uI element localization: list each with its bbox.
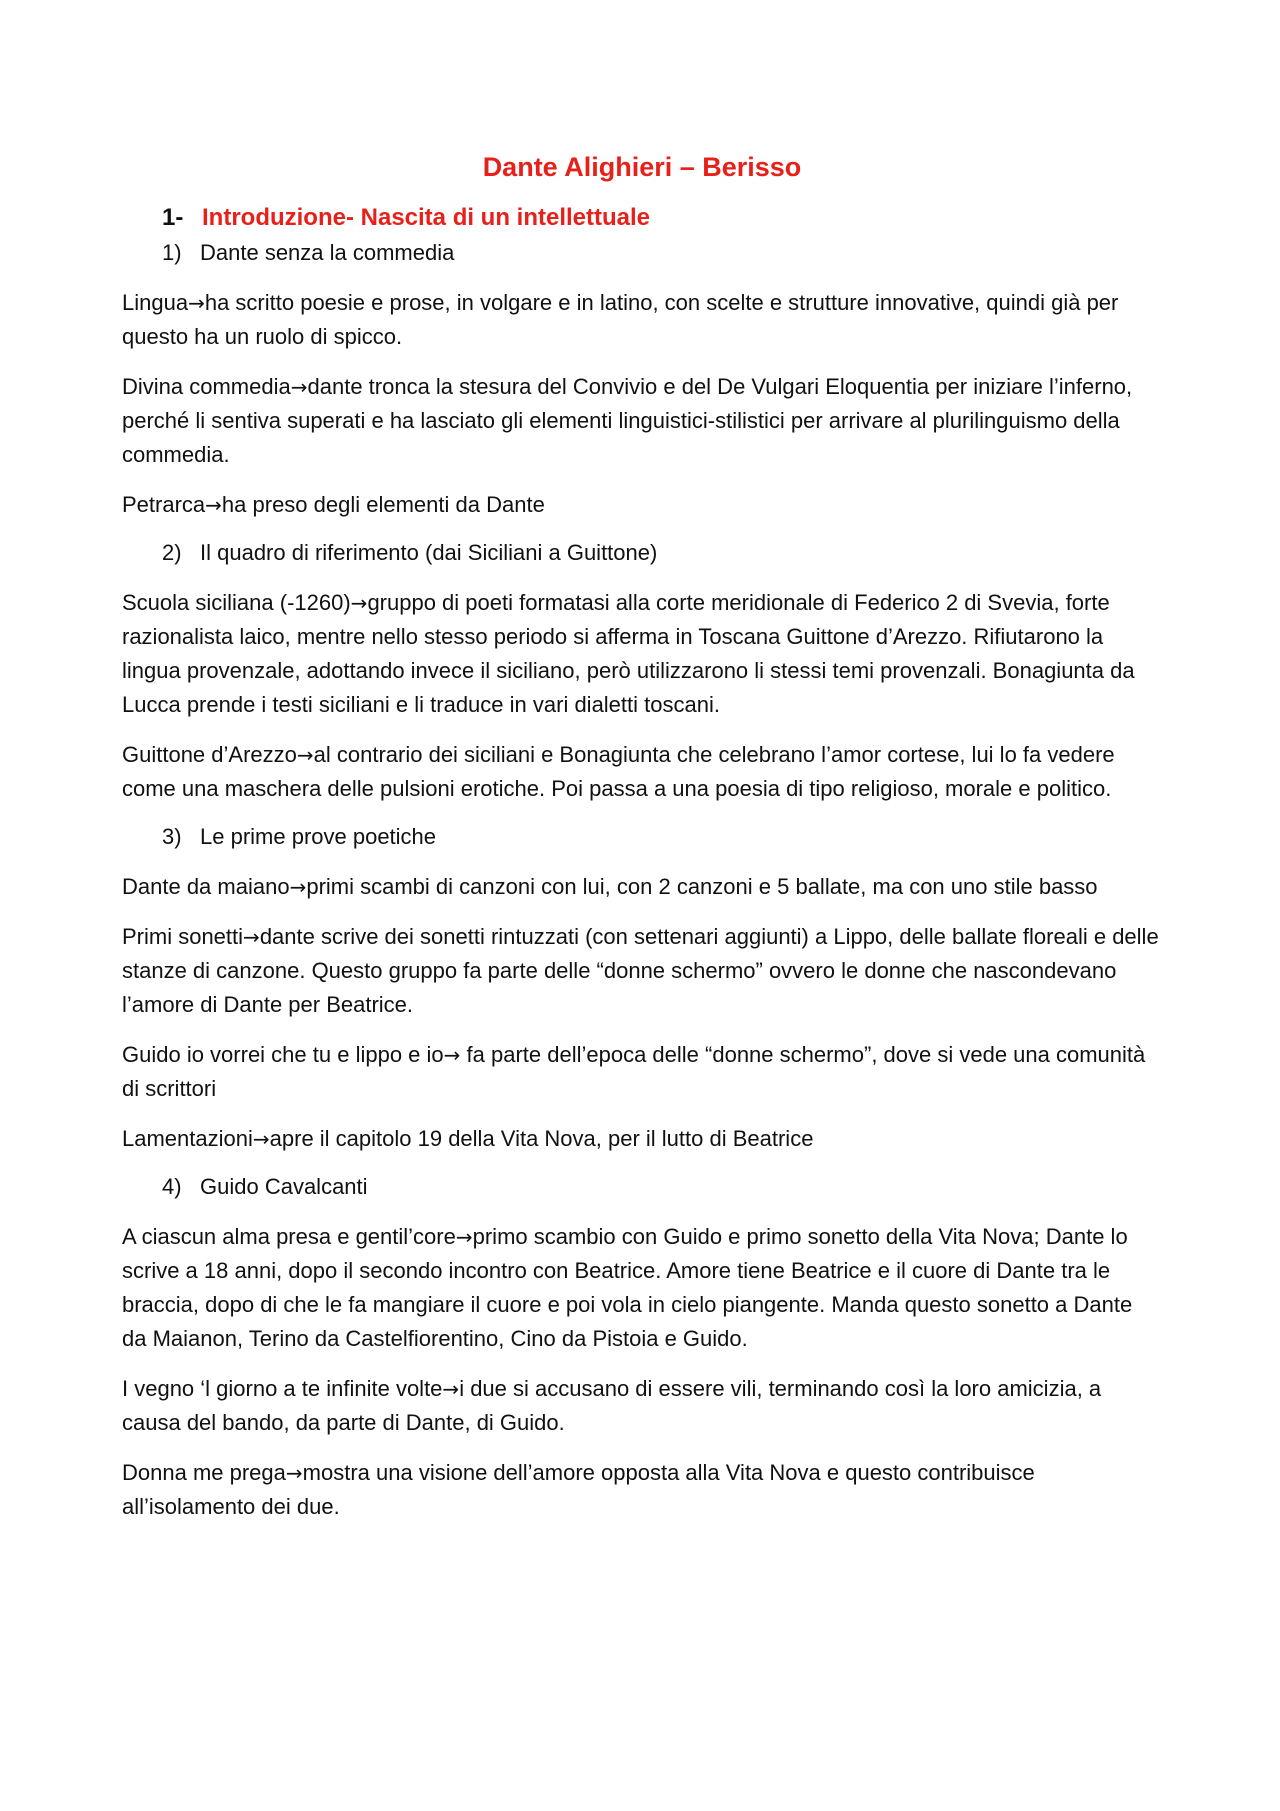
paragraph-term: Primi sonetti	[122, 924, 244, 949]
paragraph-term: Petrarca	[122, 492, 206, 517]
section-heading	[122, 238, 1162, 268]
paragraph	[122, 586, 1162, 722]
section-heading	[122, 538, 1162, 568]
paragraph-term: A ciascun alma presa e gentil’core	[122, 1224, 456, 1249]
paragraph-term: Guittone d’Arezzo	[122, 742, 297, 767]
paragraph-term: Scuola siciliana (-1260)	[122, 590, 351, 615]
paragraph-term: Guido io vorrei che tu e lippo e io	[122, 1042, 444, 1067]
paragraph-text: ha scritto poesie e prose, in volgare e in latino, con scelte e strutture innovative, quindi già per questo ha un ruolo di spicco.	[122, 290, 1119, 349]
section-heading	[122, 822, 1162, 852]
paragraph-text: primo scambio con Guido e primo sonetto della Vita Nova; Dante lo scrive a 18 anni, dopo il secondo incontro con Beatrice. Amore tiene Beatrice e il cuore di Dante tra le braccia, dopo di che le fa mangiare il cuore e poi vola in cielo piangente. Manda questo sonetto a Dante da Maianon, Terino da Castelfiorentino, Cino da Pistoia e Guido.	[122, 1224, 1133, 1351]
paragraph-term: Lingua	[122, 290, 189, 315]
right-arrow-icon: →	[188, 291, 205, 315]
right-arrow-icon: →	[205, 493, 222, 517]
right-arrow-icon: →	[285, 1461, 303, 1485]
chapter-number: 1-	[162, 204, 184, 231]
section-heading	[122, 1172, 1162, 1202]
right-arrow-icon: →	[290, 375, 308, 399]
section-number: 4)	[162, 1174, 182, 1199]
paragraph-text: ha preso degli elementi da Dante	[221, 492, 545, 517]
paragraph-text: primi scambi di canzoni con lui, con 2 canzoni e 5 ballate, ma con uno stile basso	[306, 874, 1098, 899]
paragraph	[122, 920, 1162, 1022]
section-number: 3)	[162, 824, 182, 849]
section-number: 2)	[162, 540, 182, 565]
right-arrow-icon: →	[243, 925, 260, 949]
chapter-title: Introduzione- Nascita di un intellettuale	[202, 204, 651, 231]
chapter-heading	[122, 202, 1162, 234]
paragraph-text: fa parte dell’epoca delle “donne schermo”, dove si vede una comunità di scrittori	[122, 1042, 1146, 1101]
section-number: 1)	[162, 240, 182, 265]
paragraph	[122, 1372, 1162, 1440]
document-page	[122, 150, 1162, 1540]
paragraph-term: Donna me prega	[122, 1460, 286, 1485]
right-arrow-icon: →	[350, 591, 368, 615]
paragraph	[122, 1220, 1162, 1356]
paragraph-text: mostra una visione dell’amore opposta alla Vita Nova e questo contribuisce all’isolamento dei due.	[122, 1460, 1035, 1519]
section-title: Dante senza la commedia	[200, 240, 455, 265]
right-arrow-icon: →	[455, 1225, 473, 1249]
section-title: Il quadro di riferimento (dai Siciliani a Guittone)	[200, 540, 658, 565]
paragraph-term: I vegno ‘l giorno a te infinite volte	[122, 1376, 443, 1401]
section-title: Le prime prove poetiche	[200, 824, 437, 849]
paragraph	[122, 870, 1162, 904]
paragraph-text: dante tronca la stesura del Convivio e del De Vulgari Eloquentia per iniziare l’inferno, perché li sentiva superati e ha lasciato gli elementi linguistici-stilistici per arrivare al plurilinguismo della commedia.	[122, 374, 1133, 467]
paragraph	[122, 738, 1162, 806]
right-arrow-icon: →	[443, 1043, 461, 1067]
paragraph-text: apre il capitolo 19 della Vita Nova, per il lutto di Beatrice	[269, 1126, 814, 1151]
paragraph-term: Divina commedia	[122, 374, 291, 399]
section-title: Guido Cavalcanti	[200, 1174, 368, 1199]
paragraph	[122, 488, 1162, 522]
paragraph-text: al contrario dei siciliani e Bonagiunta che celebrano l’amor cortese, lui lo fa vedere come una maschera delle pulsioni erotiche. Poi passa a una poesia di tipo religioso, morale e politico.	[122, 742, 1115, 801]
document-title: Dante Alighieri – Berisso	[482, 152, 802, 182]
paragraph-text: dante scrive dei sonetti rintuzzati (con settenari aggiunti) a Lippo, delle ballate floreali e delle stanze di canzone. Questo gruppo fa parte delle “donne schermo” ovvero le donne che nascondevano l’amore di Dante per Beatrice.	[122, 924, 1159, 1017]
paragraph-term: Dante da maiano	[122, 874, 290, 899]
right-arrow-icon: →	[442, 1377, 460, 1401]
right-arrow-icon: →	[252, 1127, 270, 1151]
paragraph	[122, 1038, 1162, 1106]
paragraph-term: Lamentazioni	[122, 1126, 253, 1151]
right-arrow-icon: →	[296, 743, 314, 767]
paragraph-text: i due si accusano di essere vili, terminando così la loro amicizia, a causa del bando, da parte di Dante, di Guido.	[122, 1376, 1102, 1435]
paragraph	[122, 286, 1162, 354]
paragraph-text: gruppo di poeti formatasi alla corte meridionale di Federico 2 di Svevia, forte razionalista laico, mentre nello stesso periodo si afferma in Toscana Guittone d’Arezzo. Rifiutarono la lingua provenzale, adottando invece il siciliano, però utilizzarono li stessi temi provenzali. Bonagiunta da Lucca prende i testi siciliani e li traduce in vari dialetti toscani.	[122, 590, 1135, 717]
paragraph	[122, 1456, 1162, 1524]
paragraph	[122, 370, 1162, 472]
right-arrow-icon: →	[289, 875, 307, 899]
paragraph	[122, 1122, 1162, 1156]
